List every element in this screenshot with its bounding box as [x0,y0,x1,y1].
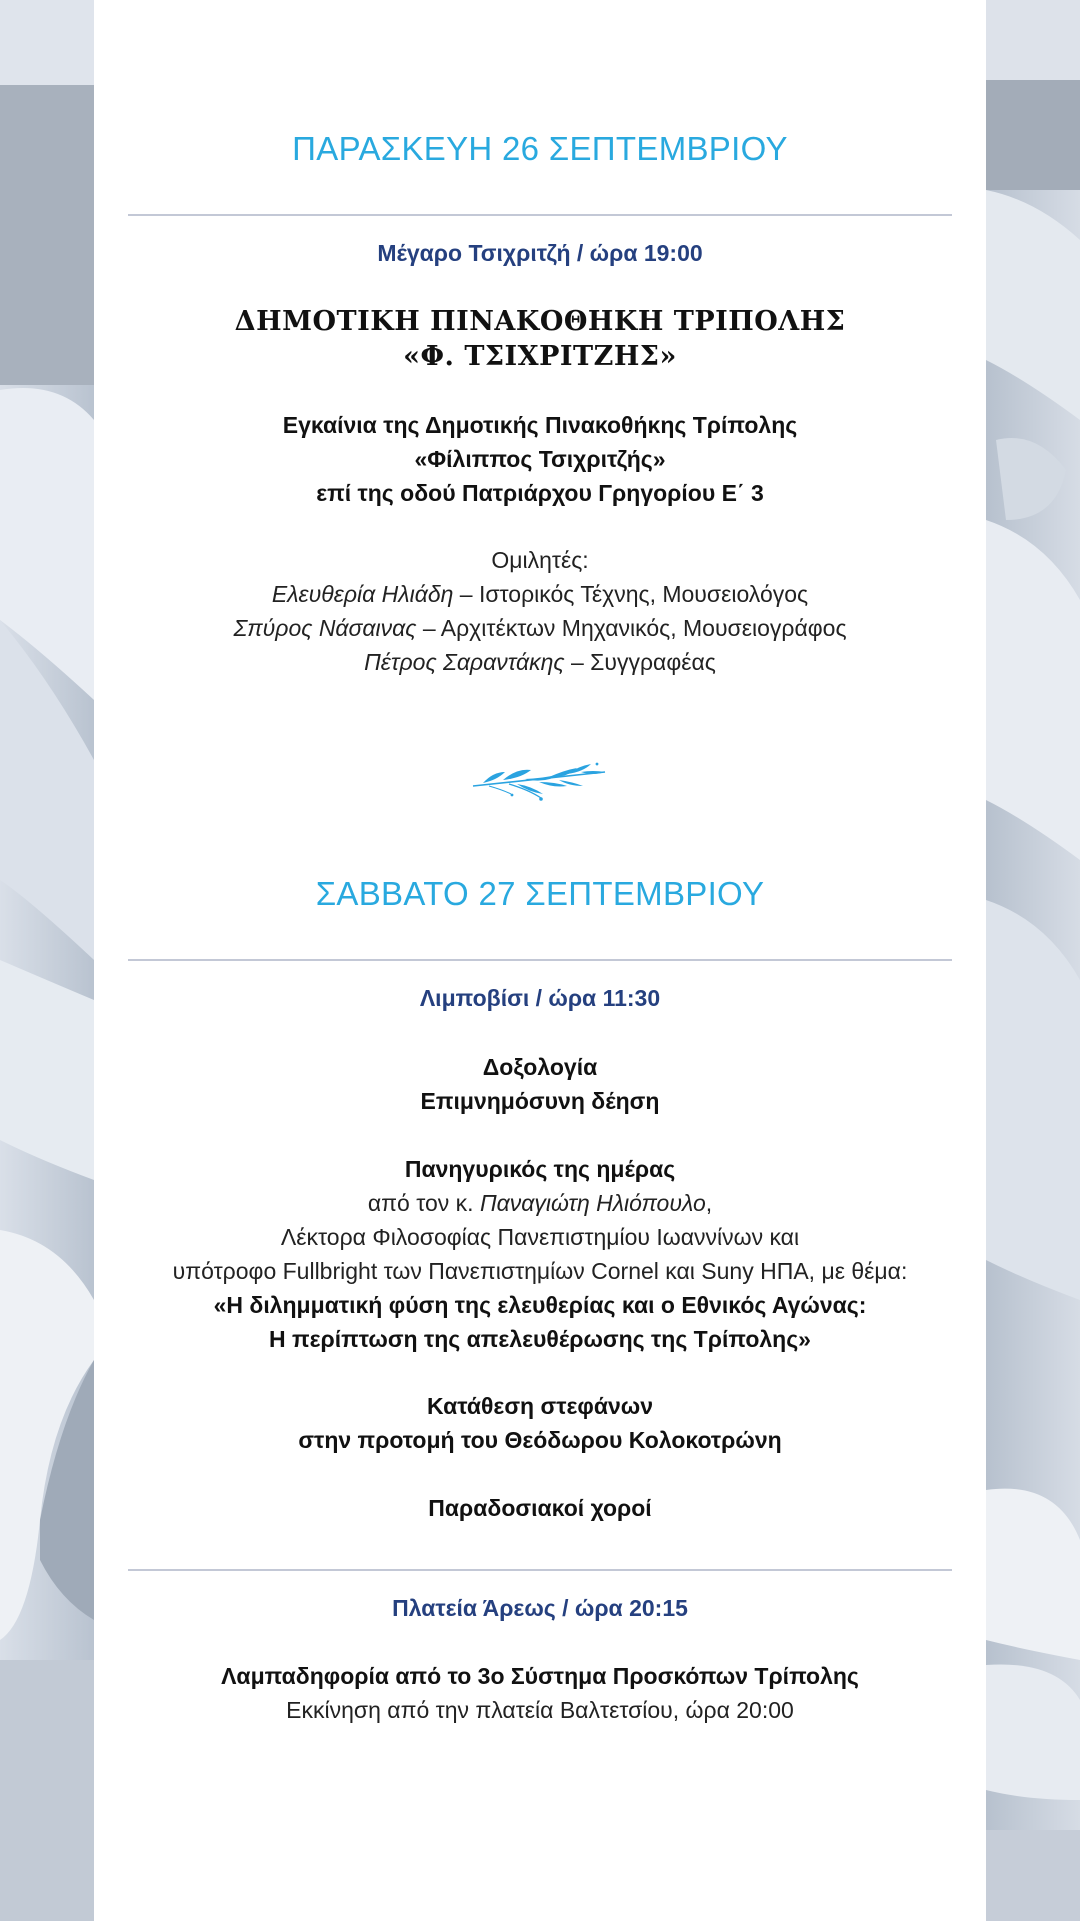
procession-title: Λαμπαδηφορία από το 3ο Σύστημα Προσκόπων Τρίπολης [221,1663,859,1689]
speech-speaker [94,1186,986,1220]
service-item: Επιμνημόσυνη δέηση [420,1088,660,1114]
panegyric-speech [94,1152,986,1356]
gallery-heading-line-1: ΔΗΜΟΤΙΚΗ ΠΙΝΑΚΟΘΗΚΗ ΤΡΙΠΟΛΗΣ [234,306,846,337]
venue-time-megaro-tsichritzi: Μέγαρο Τσιχριτζή / ώρα 19:00 [377,240,703,266]
program-panel [94,0,986,1921]
church-service [94,1050,986,1118]
speaker-role: – Συγγραφέας [564,649,716,675]
speaker-name: Πέτρος Σαραντάκης [364,649,565,675]
traditional-dances: Παραδοσιακοί χοροί [428,1495,652,1521]
description-line: επί της οδού Πατριάρχου Γρηγορίου Ε΄ 3 [316,480,764,506]
divider [128,1569,952,1571]
speaker-item [94,577,986,611]
venue-time-plateia-areos: Πλατεία Άρεως / ώρα 20:15 [392,1595,688,1621]
wreath-line: στην προτομή του Θεόδωρου Κολοκοτρώνη [298,1427,782,1453]
speaker-item [94,645,986,679]
wreath-laying [94,1389,986,1457]
speech-topic-line: Η περίπτωση της απελευθέρωσης της Τρίπολης» [269,1326,811,1352]
inauguration-description [94,408,986,510]
gallery-heading [94,304,986,374]
procession-detail: Εκκίνηση από την πλατεία Βαλτετσίου, ώρα 20:00 [286,1697,794,1723]
speech-speaker-suffix: , [705,1190,713,1216]
divider [128,214,952,216]
wreath-line: Κατάθεση στεφάνων [426,1393,654,1419]
speaker-name: Ελευθερία Ηλιάδη [271,581,454,607]
day-title-saturday: ΣΑΒΒΑΤΟ 27 ΣΕΠΤΕΜΒΡΙΟΥ [315,875,765,912]
speech-topic-line: «Η διλημματική φύση της ελευθερίας και ο Εθνικός Αγώνας: [213,1292,867,1318]
speech-title: Πανηγυρικός της ημέρας [404,1156,676,1182]
service-item: Δοξολογία [482,1054,598,1080]
speech-bio-line: υπότροφο Fullbright των Πανεπιστημίων Cornel και Suny ΗΠΑ, με θέμα: [172,1258,908,1284]
torch-procession [94,1659,986,1727]
day-title-friday: ΠΑΡΑΣΚΕΥΗ 26 ΣΕΠΤΕΜΒΡΙΟΥ [292,130,788,167]
divider [128,959,952,961]
speech-speaker-prefix: από τον κ. [367,1190,480,1216]
speech-bio-line: Λέκτορα Φιλοσοφίας Πανεπιστημίου Ιωαννίνων και [280,1224,800,1250]
speaker-name: Σπύρος Νάσαινας [233,615,417,641]
speech-speaker-name: Παναγιώτη Ηλιόπουλο [479,1190,706,1216]
description-line: «Φίλιππος Τσιχριτζής» [414,446,666,472]
marble-relief-right-image [986,0,1080,1921]
speaker-item [94,611,986,645]
speakers-label: Ομιλητές: [491,547,589,573]
description-line: Εγκαίνια της Δημοτικής Πινακοθήκης Τρίπολης [282,412,798,438]
venue-time-limpovisi: Λιμποβίσι / ώρα 11:30 [419,985,661,1011]
olive-branch-icon [469,760,611,804]
speaker-role: – Αρχιτέκτων Μηχανικός, Μουσειογράφος [416,615,847,641]
gallery-heading-line-2: «Φ. ΤΣΙΧΡΙΤΖΗΣ» [403,341,677,372]
speakers-list [94,543,986,679]
marble-relief-left-image [0,0,94,1921]
speaker-role: – Ιστορικός Τέχνης, Μουσειολόγος [453,581,809,607]
